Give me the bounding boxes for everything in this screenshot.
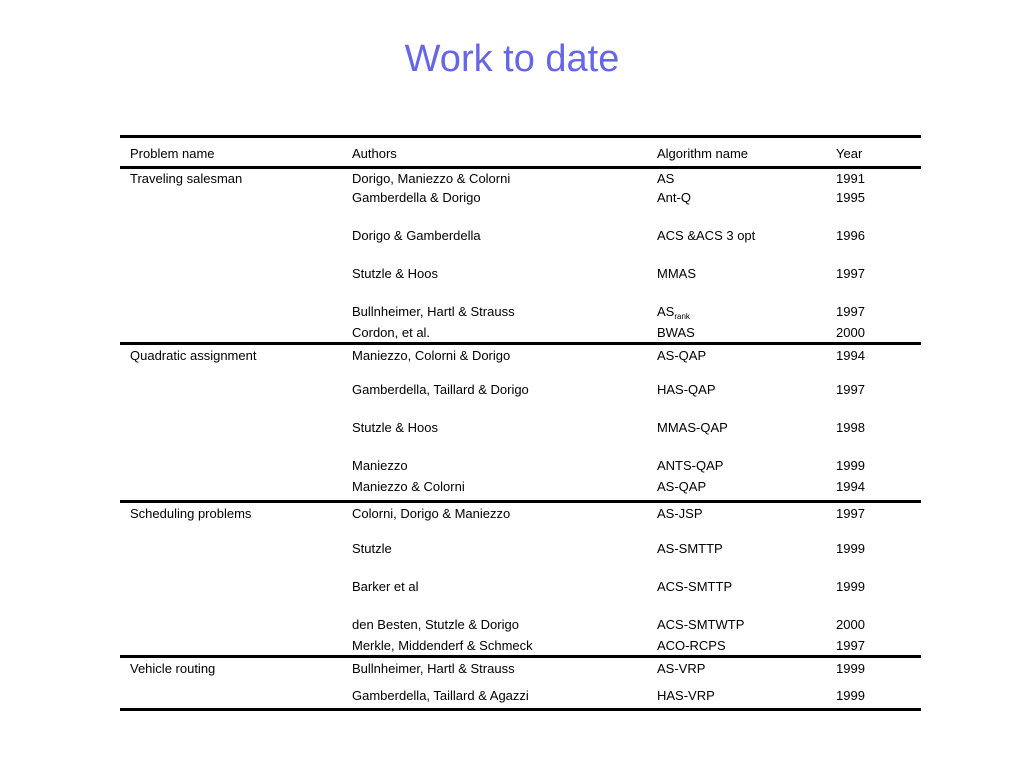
authors-cell: Gamberdella, Taillard & Agazzi (352, 688, 529, 703)
algorithm-cell (657, 579, 732, 595)
algorithm-cell (657, 458, 723, 474)
algorithm-name: MMAS-QAP (657, 420, 728, 435)
year-cell: 2000 (836, 617, 865, 632)
algorithm-cell (657, 348, 706, 364)
table-row (120, 382, 921, 420)
algorithm-cell (657, 688, 715, 704)
algorithm-name: AS-VRP (657, 661, 706, 676)
algorithm-subscript: rank (674, 312, 690, 321)
table-row (120, 503, 921, 541)
table-group (120, 169, 921, 342)
header-authors: Authors (352, 146, 397, 161)
work-table (120, 135, 921, 711)
table-row (120, 579, 921, 617)
authors-cell: Barker et al (352, 579, 419, 594)
table-row (120, 228, 921, 266)
algorithm-cell (657, 228, 755, 244)
authors-cell: Maniezzo & Colorni (352, 479, 465, 494)
year-cell: 1995 (836, 190, 865, 205)
authors-cell: den Besten, Stutzle & Dorigo (352, 617, 519, 632)
authors-cell: Stutzle & Hoos (352, 420, 438, 435)
table-row (120, 541, 921, 579)
slide-title: Work to date (404, 38, 620, 80)
table-header-row (120, 138, 921, 169)
authors-cell: Bullnheimer, Hartl & Strauss (352, 304, 515, 319)
algorithm-name: AS (657, 171, 675, 186)
table-row (120, 304, 921, 325)
algorithm-cell (657, 304, 690, 320)
header-problem-name: Problem name (130, 146, 215, 161)
header-year: Year (836, 146, 863, 161)
algorithm-name: ACS-SMTTP (657, 579, 733, 594)
authors-cell: Maniezzo (352, 458, 408, 473)
authors-cell: Dorigo & Gamberdella (352, 228, 481, 243)
authors-cell: Dorigo, Maniezzo & Colorni (352, 171, 511, 186)
problem-name-cell: Traveling salesman (130, 171, 243, 186)
year-cell: 1999 (836, 458, 865, 473)
year-cell: 1997 (836, 382, 865, 397)
table-row (120, 420, 921, 458)
algorithm-name: ACS &ACS 3 opt (657, 228, 756, 243)
algorithm-cell (657, 266, 696, 282)
authors-cell: Merkle, Middenderf & Schmeck (352, 638, 533, 653)
authors-cell: Gamberdella, Taillard & Dorigo (352, 382, 529, 397)
algorithm-cell (657, 506, 703, 522)
algorithm-cell (657, 479, 706, 495)
table-row (120, 638, 921, 655)
year-cell: 1999 (836, 661, 865, 676)
year-cell: 1997 (836, 304, 865, 319)
algorithm-name: AS (657, 304, 675, 319)
algorithm-cell (657, 638, 726, 654)
algorithm-name: Ant-Q (657, 190, 691, 205)
algorithm-name: ACO-RCPS (657, 638, 726, 653)
algorithm-name: HAS-QAP (657, 382, 716, 397)
year-cell: 2000 (836, 325, 865, 340)
problem-name-cell: Scheduling problems (130, 506, 252, 521)
table-body (120, 169, 921, 708)
algorithm-name: ANTS-QAP (657, 458, 724, 473)
authors-cell: Bullnheimer, Hartl & Strauss (352, 661, 515, 676)
authors-cell: Colorni, Dorigo & Maniezzo (352, 506, 511, 521)
table-row (120, 345, 921, 382)
algorithm-name: HAS-VRP (657, 688, 715, 703)
algorithm-name: MMAS (657, 266, 696, 281)
algorithm-name: BWAS (657, 325, 695, 340)
algorithm-cell (657, 420, 728, 436)
table-group (120, 500, 921, 655)
table-row (120, 658, 921, 688)
year-cell: 1999 (836, 541, 865, 556)
year-cell: 1991 (836, 171, 865, 186)
table-row (120, 190, 921, 228)
algorithm-cell (657, 190, 691, 206)
problem-name-cell: Vehicle routing (130, 661, 216, 676)
table-row (120, 169, 921, 190)
table-row (120, 325, 921, 342)
problem-name-cell: Quadratic assignment (130, 348, 257, 363)
table-row (120, 479, 921, 500)
year-cell: 1999 (836, 579, 865, 594)
algorithm-cell (657, 617, 744, 633)
table-row (120, 688, 921, 708)
year-cell: 1998 (836, 420, 865, 435)
authors-cell: Cordon, et al. (352, 325, 431, 340)
year-cell: 1997 (836, 506, 865, 521)
year-cell: 1994 (836, 348, 865, 363)
year-cell: 1996 (836, 228, 865, 243)
year-cell: 1997 (836, 638, 865, 653)
authors-cell: Maniezzo, Colorni & Dorigo (352, 348, 511, 363)
algorithm-name: AS-QAP (657, 348, 707, 363)
table-row (120, 458, 921, 479)
algorithm-cell (657, 325, 695, 341)
table-row (120, 617, 921, 638)
year-cell: 1999 (836, 688, 865, 703)
algorithm-name: AS-QAP (657, 479, 707, 494)
year-cell: 1997 (836, 266, 865, 281)
table-group (120, 655, 921, 708)
authors-cell: Stutzle (352, 541, 392, 556)
year-cell: 1994 (836, 479, 865, 494)
algorithm-cell (657, 171, 674, 187)
algorithm-name: AS-JSP (657, 506, 703, 521)
header-algorithm-name: Algorithm name (657, 146, 749, 161)
algorithm-cell (657, 541, 723, 557)
algorithm-cell (657, 382, 716, 398)
algorithm-name: AS-SMTTP (657, 541, 723, 556)
table-group (120, 342, 921, 500)
table-row (120, 266, 921, 304)
authors-cell: Gamberdella & Dorigo (352, 190, 481, 205)
algorithm-cell (657, 661, 705, 677)
authors-cell: Stutzle & Hoos (352, 266, 438, 281)
algorithm-name: ACS-SMTWTP (657, 617, 745, 632)
